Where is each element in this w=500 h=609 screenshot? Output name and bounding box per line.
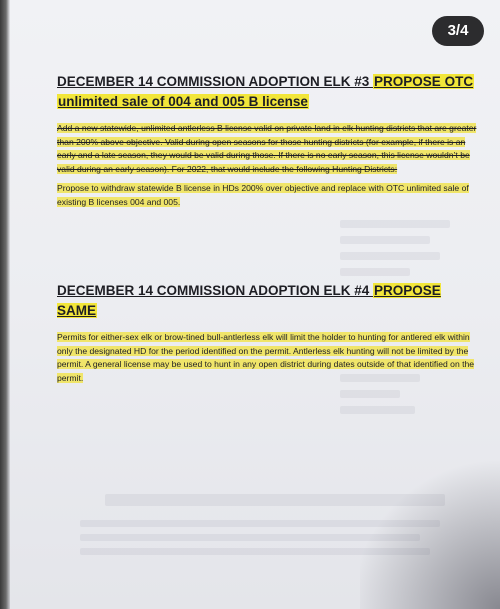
section-2-title-highlight: PROPOSE SAME bbox=[57, 283, 441, 318]
section-1-struck-paragraph bbox=[57, 122, 477, 176]
bleed-through bbox=[340, 406, 415, 414]
page-counter-badge: 3/4 bbox=[432, 16, 484, 46]
permit-text: Permits for either-sex elk or brow-tined bull-antlerless elk will limit the holder to hunting for antlered elk within only the designated HD for the period identified on the permit. Antlerless elk hunting will not be limited by the permit. A general license may be used to hunt in any open district during dates outside of that identified on the permit. bbox=[57, 332, 475, 383]
section-2-title-text: DECEMBER 14 COMMISSION ADOPTION ELK #4 bbox=[57, 283, 374, 298]
struck-text: Add a new statewide, unlimited antlerless B license valid on private land in elk hunting districts that are greater than 200% above objective. Valid during open seasons for those hunting districts (for example, if there is an early and a late season, they would be valid during those. If there is no early season, this license wouldn’t be valid during an early season). For 2022, that would include the following Hunting Districts: bbox=[57, 123, 477, 174]
section-2-body-paragraph bbox=[57, 331, 477, 385]
proposal-text: Propose to withdraw statewide B license in HDs 200% over objective and replace with OTC unlimited sale of existing B licenses 004 and 005. bbox=[57, 183, 469, 207]
bleed-through bbox=[340, 390, 400, 398]
document-content bbox=[57, 72, 477, 385]
bleed-through bbox=[80, 520, 440, 527]
bleed-through bbox=[105, 494, 445, 506]
section-1-title bbox=[57, 72, 477, 112]
section-1-title-text: DECEMBER 14 COMMISSION ADOPTION ELK #3 bbox=[57, 74, 374, 89]
section-2-title bbox=[57, 281, 477, 321]
paper-sheet bbox=[10, 0, 500, 609]
section-1-proposal-paragraph bbox=[57, 182, 477, 209]
bleed-through bbox=[80, 548, 430, 555]
section-1-subtitle-highlight: unlimited sale of 004 and 005 B license bbox=[58, 94, 308, 109]
section-1-title-highlight: PROPOSE OTC bbox=[374, 74, 474, 89]
bleed-through bbox=[80, 534, 420, 541]
